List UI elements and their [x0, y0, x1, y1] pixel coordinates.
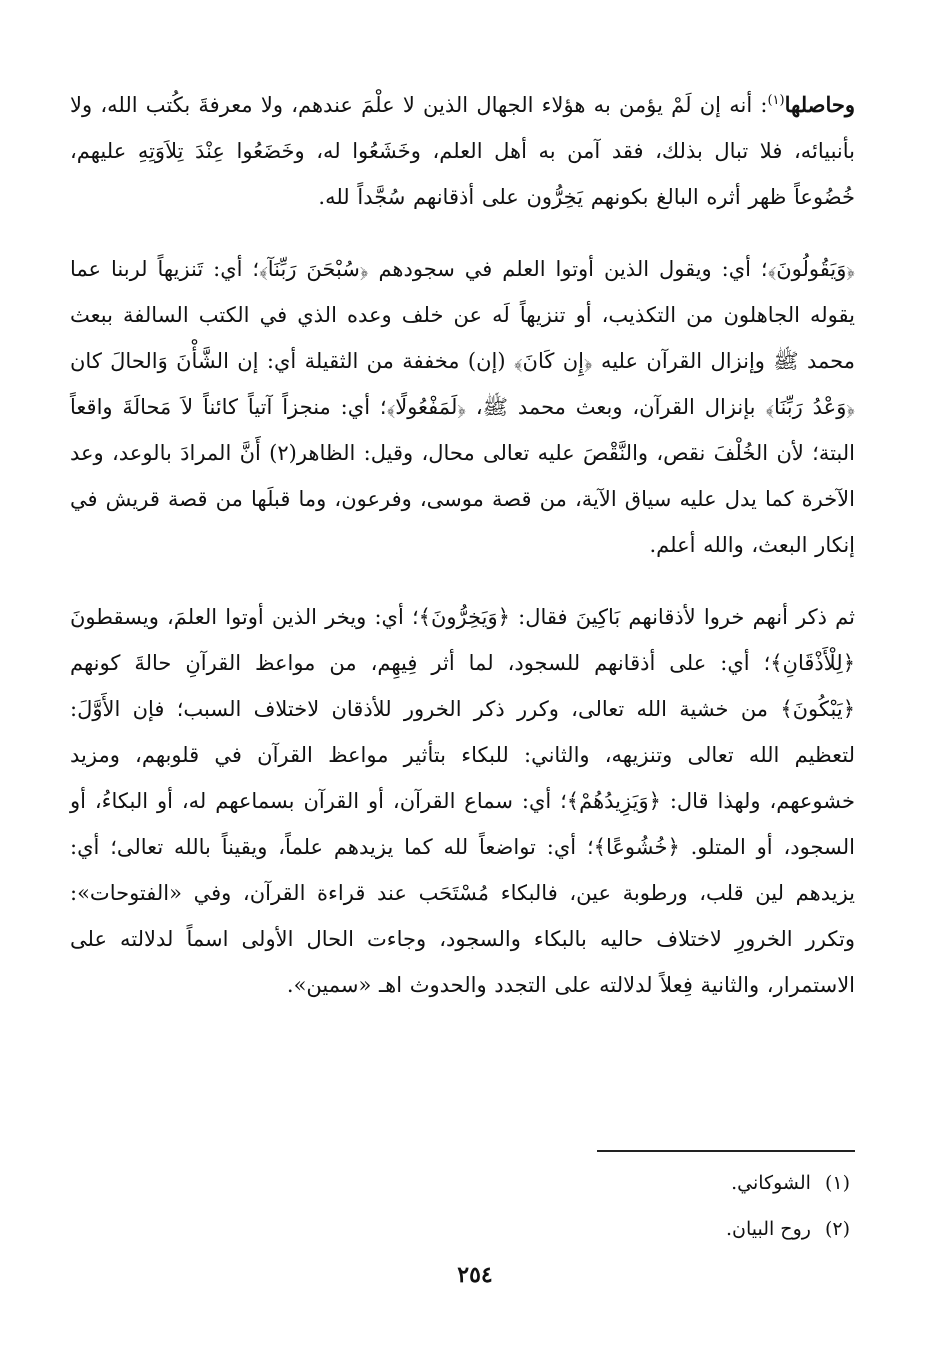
- footnote-number: (١): [824, 1172, 850, 1194]
- paragraph-lead: وحاصلها: [784, 92, 855, 117]
- footnote-ref-1[interactable]: (١): [767, 93, 785, 108]
- footnote-text: الشوكاني.: [731, 1172, 811, 1194]
- paragraph-1: [70, 82, 855, 220]
- footnote-number: (٢): [824, 1218, 850, 1240]
- paragraph-text: ﴿وَيَقُولُونَ﴾؛ أي: ويقول الذين أوتوا العلم في سجودهم ﴿سُبْحَنَ رَبِّنَآ﴾؛ أي: تَنزيهاً لربنا عما يقوله الجاهلون من التكذيب، أو تنزيهاً لَه عن خلف وعده الذي في الكتب السالفة ببعث محمد ﷺ وإنزال القرآن عليه ﴿إِن كَانَ﴾ (إن) مخففة من الثقيلة أي: إن الشَّأْنَ وَالحالَ كان ﴿وَعْدُ رَبِّنَا﴾ بإنزال القرآن، وبعث محمد ﷺ، ﴿لَمَفْعُولًا﴾؛ أي: منجزاً آتياً كائناً لاَ مَحالَةَ واقعاً البتة؛ لأن الخُلْفَ نقص، والنَّقْصَ عليه تعالى محال، وقيل: الظاهر(٢) أَنَّ المرادَ بالوعد، وعد الآخرة كما يدل عليه سياق الآية، من قصة موسى، وفرعون، وما قبلَها من قصة قريش في إنكار البعث، والله أعلم.: [70, 257, 855, 557]
- paragraph-text: : أنه إن لَمْ يؤمن به هؤلاء الجهال الذين لا علْمَ عندهم، ولا معرفةَ بكُتب الله، ولا بأنبيائه، فلا تبال بذلك، فقد آمن به أهل العلم، وخَشَعُوا له، وخَضَعُوا عِنْدَ تِلاَوَتِهِ عليهم، خُضُوعاً ظهر أثره البالغ بكونهم يَخِرُّون على أذقانهم سُجَّداً لله.: [70, 93, 855, 209]
- footnotes: [726, 1160, 850, 1252]
- page-number: ٢٥٤: [457, 1262, 493, 1288]
- footnote-2: [726, 1206, 850, 1252]
- paragraph-2: [70, 246, 855, 568]
- footnote-1: [726, 1160, 850, 1206]
- paragraph-text: ثم ذكر أنهم خروا لأذقانهم بَاكِينَ فقال: ﴿وَيَخِرُّونَ﴾؛ أي: ويخر الذين أوتوا العلمَ، ويسقطونَ ﴿لِلْأَذْقَانِ﴾؛ أي: على أذقانهم للسجود، لما أثر فِيهِم، من مواعظ القرآنِ حالةَ كونهم ﴿يَبْكُونَ﴾ من خشية الله تعالى، وكرر ذكر الخرور للأذقان لاختلاف السبب؛ فإن الأَوَّلَ: لتعظيم الله تعالى وتنزيهه، والثاني: للبكاء بتأثير مواعظ القرآن في قلوبهم، ومزيد خشوعهم، ولهذا قال: ﴿وَيَزِيدُهُمْ﴾؛ أي: سماع القرآن، أو القرآن بسماعهم له، أو البكاءُ، أو السجود، أو المتلو. ﴿خُشُوعًا﴾؛ أي: تواضعاً لله كما يزيدهم علماً، ويقيناً بالله تعالى؛ أي: يزيدهم لين قلب، ورطوبة عين، فالبكاء مُسْتَحَب عند قراءة القرآن، وفي «الفتوحات»: وتكرر الخرورِ لاختلاف حاليه بالبكاء والسجود، وجاءت الحال الأولى اسماً لدلالته على الاستمرار، والثانية فِعلاً لدلالته على التجدد والحدوث اهـ «سمين».: [70, 605, 856, 997]
- footnote-divider: [597, 1150, 855, 1152]
- page-body: [70, 82, 855, 1034]
- footnote-text: روح البيان.: [725, 1218, 811, 1240]
- paragraph-3: [70, 594, 855, 1008]
